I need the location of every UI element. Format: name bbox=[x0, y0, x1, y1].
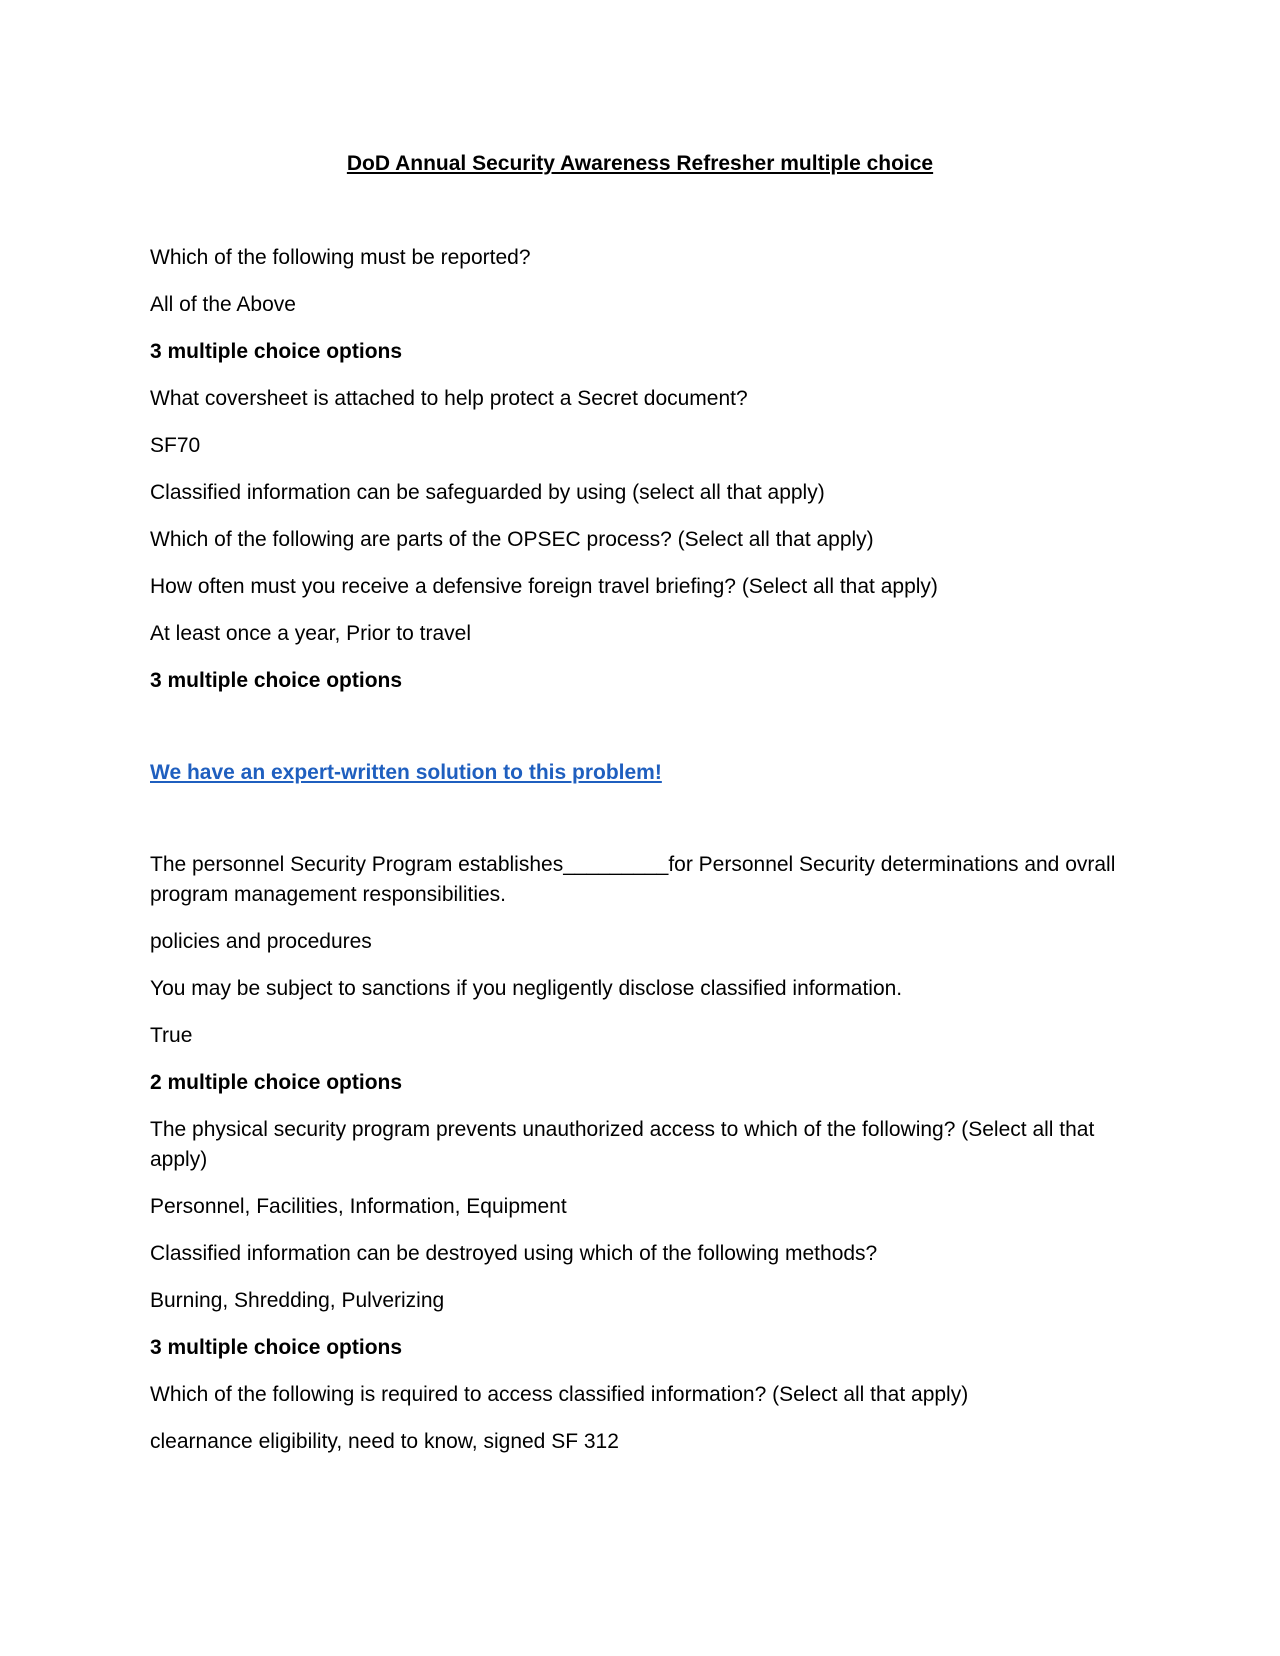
question-text: The personnel Security Program establishes_________for Personnel Security determinations and ovrall program management responsibilities. bbox=[150, 853, 1116, 906]
answer-text: At least once a year, Prior to travel bbox=[150, 622, 471, 645]
question-text: How often must you receive a defensive foreign travel briefing? (Select all that apply) bbox=[150, 575, 938, 598]
question-text: Classified information can be destroyed using which of the following methods? bbox=[150, 1242, 878, 1265]
options-count-label: 3 multiple choice options bbox=[150, 1336, 403, 1359]
answer-text: Personnel, Facilities, Information, Equipment bbox=[150, 1195, 567, 1218]
answer-text: Burning, Shredding, Pulverizing bbox=[150, 1289, 445, 1312]
options-count-label: 3 multiple choice options bbox=[150, 669, 403, 692]
question-text: Classified information can be safeguarded by using (select all that apply) bbox=[150, 481, 825, 504]
question-text: You may be subject to sanctions if you negligently disclose classified information. bbox=[150, 977, 903, 1000]
answer-text: True bbox=[150, 1024, 193, 1047]
expert-solution-link[interactable]: We have an expert-written solution to this problem! bbox=[150, 761, 662, 784]
answer-text: policies and procedures bbox=[150, 930, 372, 953]
document-body bbox=[150, 243, 1130, 1474]
options-count-label: 2 multiple choice options bbox=[150, 1071, 403, 1094]
question-text: Which of the following are parts of the OPSEC process? (Select all that apply) bbox=[150, 528, 874, 551]
question-text: The physical security program prevents unauthorized access to which of the following? (Select all that apply) bbox=[150, 1118, 1095, 1171]
answer-text: clearnance eligibility, need to know, signed SF 312 bbox=[150, 1430, 619, 1453]
answer-text: All of the Above bbox=[150, 293, 296, 316]
answer-text: SF70 bbox=[150, 434, 201, 457]
document-title: DoD Annual Security Awareness Refresher multiple choice bbox=[346, 152, 934, 175]
question-text: Which of the following must be reported? bbox=[150, 246, 531, 269]
question-text: Which of the following is required to access classified information? (Select all that apply) bbox=[150, 1383, 969, 1406]
options-count-label: 3 multiple choice options bbox=[150, 340, 403, 363]
question-text: What coversheet is attached to help protect a Secret document? bbox=[150, 387, 748, 410]
